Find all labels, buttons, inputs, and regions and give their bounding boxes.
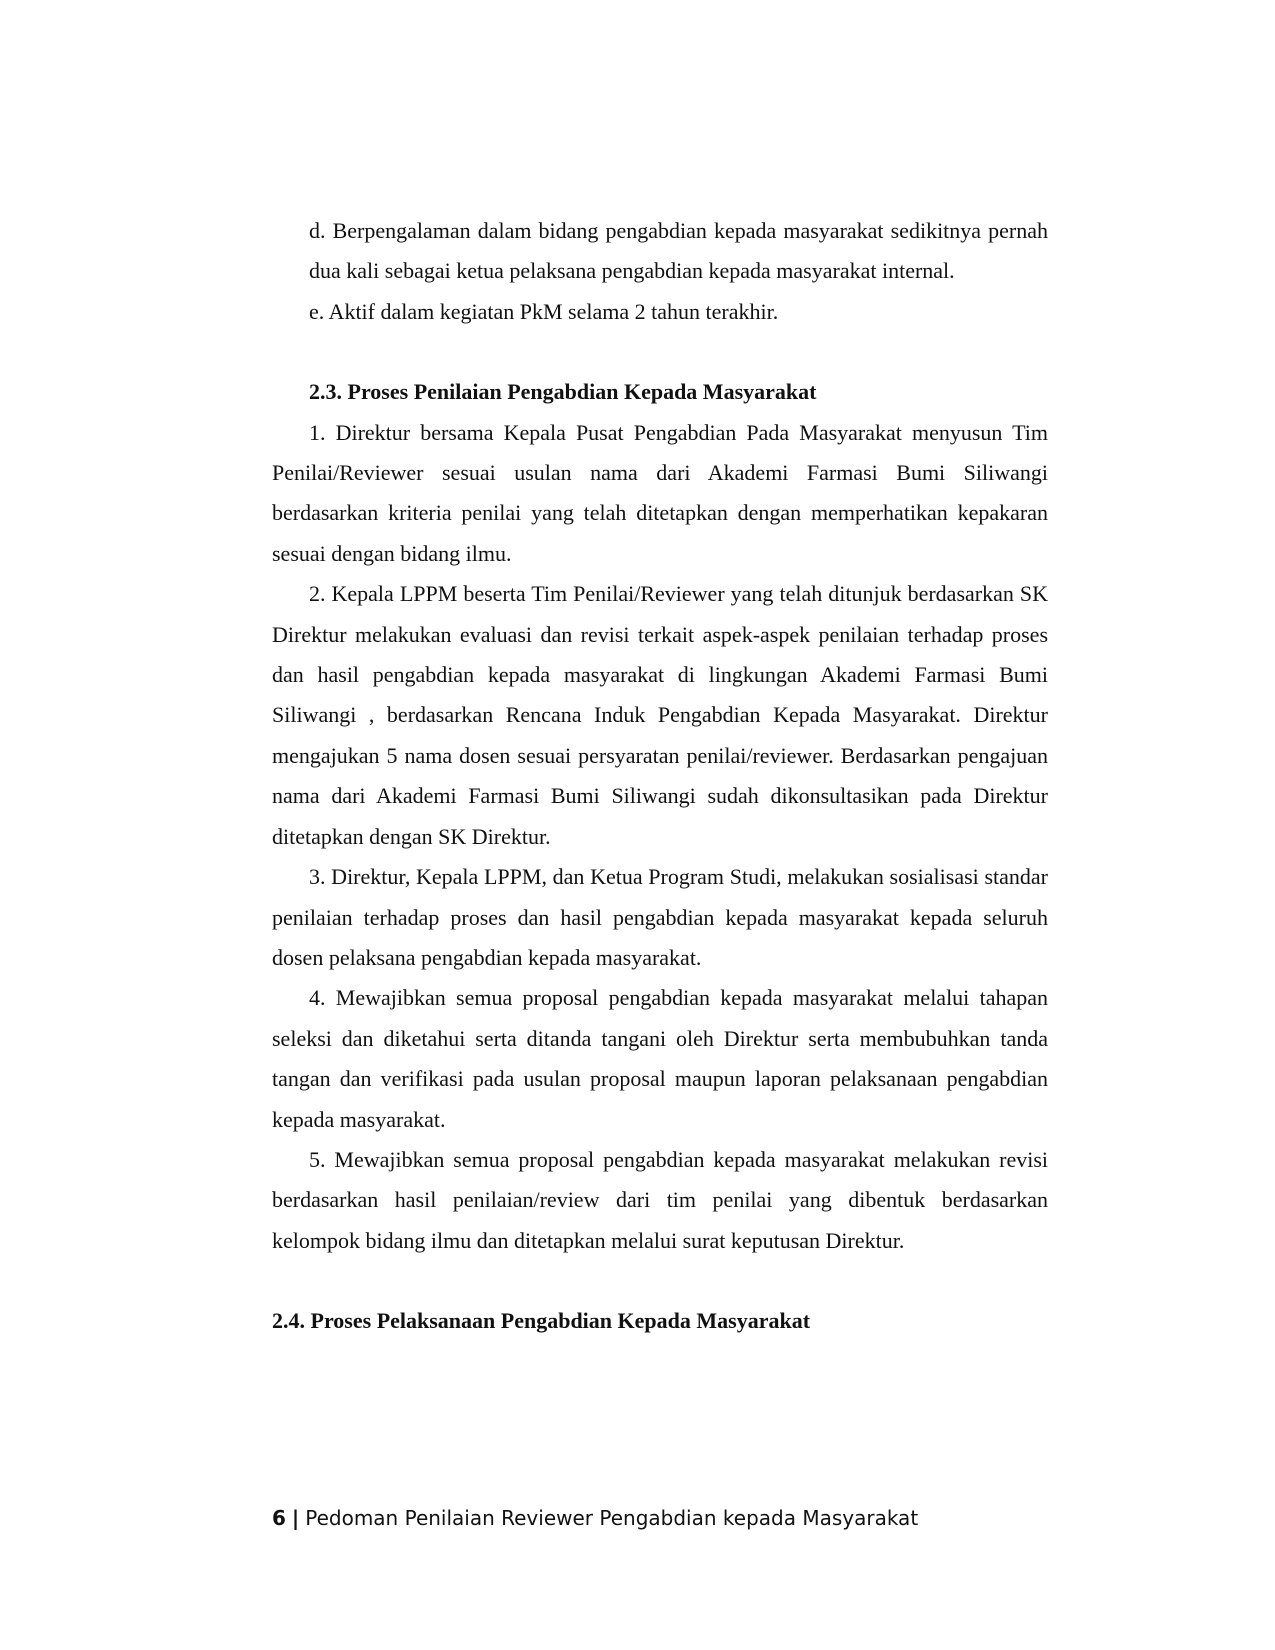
- paragraph-3: 3. Direktur, Kepala LPPM, dan Ketua Program Studi, melakukan sosialisasi standar penilaian terhadap proses dan hasil pengabdian kepada masyarakat kepada seluruh dosen pelaksana pengabdian kepada masyarakat.: [272, 864, 1048, 970]
- page-footer: [272, 1506, 918, 1530]
- paragraph-1: 1. Direktur bersama Kepala Pusat Pengabdian Pada Masyarakat menyusun Tim Penilai/Reviewer sesuai usulan nama dari Akademi Farmasi Bumi Siliwangi berdasarkan kriteria penilai yang telah ditetapkan dengan memperhatikan kepakaran sesuai dengan bidang ilmu.: [272, 419, 1048, 566]
- section-heading-2-4: 2.4. Proses Pelaksanaan Pengabdian Kepada Masyarakat: [272, 1308, 811, 1334]
- paragraph-5: 5. Mewajibkan semua proposal pengabdian kepada masyarakat melakukan revisi berdasarkan hasil penilaian/review dari tim penilai yang dibentuk berdasarkan kelompok bidang ilmu dan ditetapkan melalui surat keputusan Direktur.: [272, 1146, 1048, 1253]
- footer-title: Pedoman Penilaian Reviewer Pengabdian kepada Masyarakat: [305, 1506, 919, 1530]
- footer-separator: |: [291, 1506, 300, 1530]
- paragraph-4: 4. Mewajibkan semua proposal pengabdian kepada masyarakat melalui tahapan seleksi dan diketahui serta ditanda tangani oleh Direktur serta membubuhkan tanda tangan dan verifikasi pada usulan proposal maupun laporan pelaksanaan pengabdian kepada masyarakat.: [272, 985, 1048, 1132]
- page-body: [272, 211, 1048, 1342]
- list-item-e: e. Aktif dalam kegiatan PkM selama 2 tahun terakhir.: [309, 298, 779, 324]
- section-heading-2-3: 2.3. Proses Penilaian Pengabdian Kepada Masyarakat: [309, 379, 817, 405]
- spacer: [272, 1261, 1048, 1301]
- list-item-d: d. Berpengalaman dalam bidang pengabdian kepada masyarakat sedikitnya pernah dua kali sebagai ketua pelaksana pengabdian kepada masyarakat internal.: [309, 218, 1048, 284]
- page-number: 6: [272, 1506, 286, 1530]
- spacer: [272, 332, 1048, 372]
- paragraph-2: 2. Kepala LPPM beserta Tim Penilai/Reviewer yang telah ditunjuk berdasarkan SK Direktur melakukan evaluasi dan revisi terkait aspek-aspek penilaian terhadap proses dan hasil pengabdian kepada masyarakat di lingkungan Akademi Farmasi Bumi Siliwangi , berdasarkan Rencana Induk Pengabdian Kepada Masyarakat. Direktur mengajukan 5 nama dosen sesuai persyaratan penilai/reviewer. Berdasarkan pengajuan nama dari Akademi Farmasi Bumi Siliwangi sudah dikonsultasikan pada Direktur ditetapkan dengan SK Direktur.: [272, 581, 1048, 849]
